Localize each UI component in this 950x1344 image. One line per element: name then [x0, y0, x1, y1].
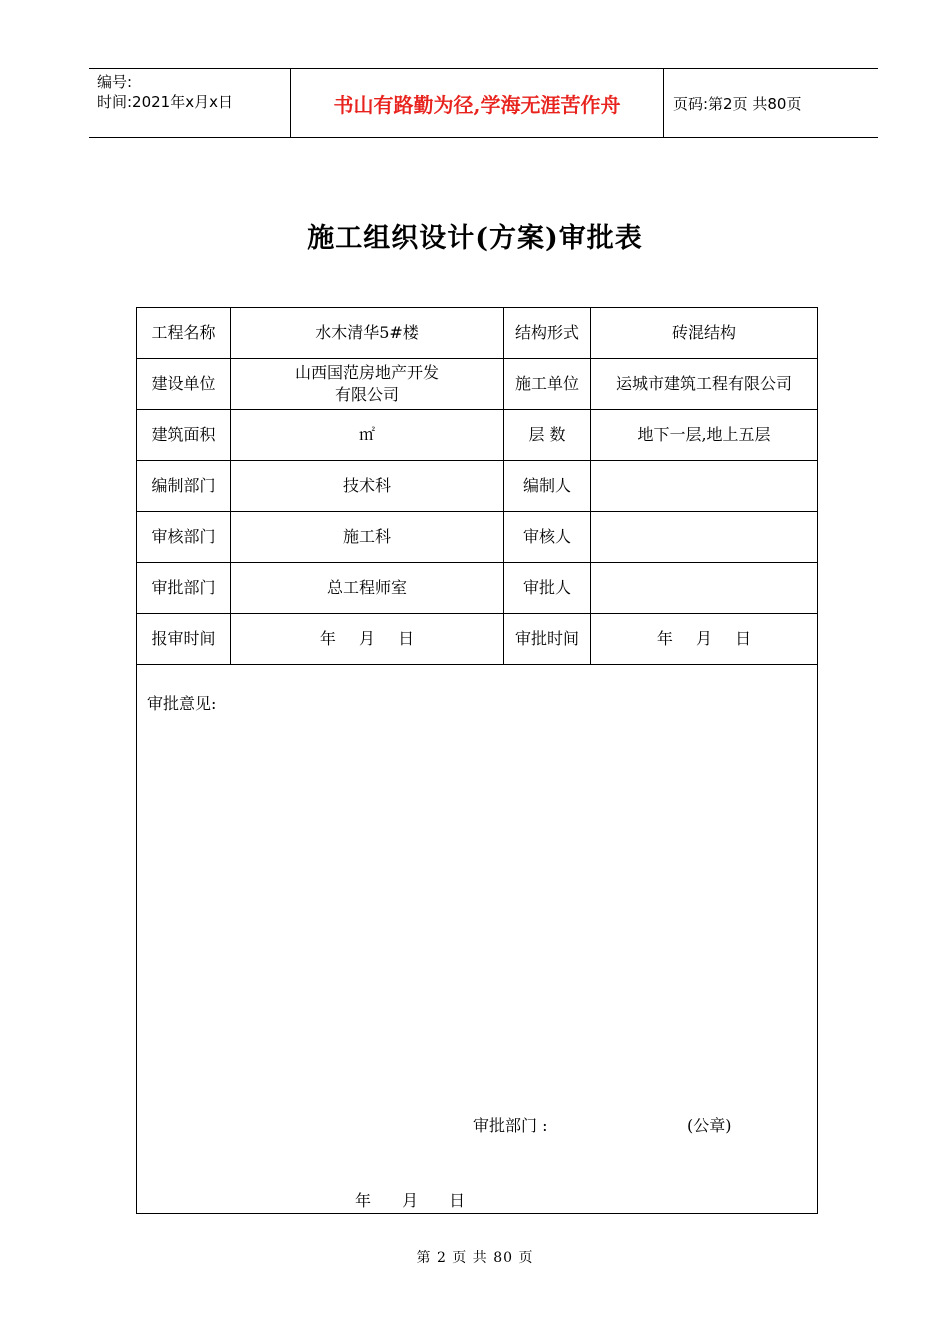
approval-opinion-label: 审批意见: — [147, 694, 217, 713]
value-developer — [231, 359, 504, 410]
value-floors: 地下一层,地上五层 — [591, 410, 818, 461]
approval-opinion-date: 年 月 日 — [355, 1191, 466, 1210]
value-approval-dept: 总工程师室 — [231, 563, 504, 614]
approval-dept-signature-label: 审批部门 : — [473, 1116, 548, 1135]
label-review-dept: 审核部门 — [137, 512, 231, 563]
value-contractor: 运城市建筑工程有限公司 — [591, 359, 818, 410]
value-developer-line2: 有限公司 — [334, 385, 399, 404]
label-reviewer: 审核人 — [504, 512, 591, 563]
approval-form-table — [136, 307, 818, 1214]
table-row — [137, 410, 818, 461]
value-submit-date: 年 月 日 — [231, 614, 504, 665]
label-developer: 建设单位 — [137, 359, 231, 410]
label-project-name: 工程名称 — [137, 308, 231, 359]
value-project-name: 水木清华5#楼 — [231, 308, 504, 359]
approval-opinion-cell — [137, 665, 818, 1214]
value-approval-date: 年 月 日 — [591, 614, 818, 665]
value-developer-line1: 山西国范房地产开发 — [294, 363, 439, 382]
label-approval-dept: 审批部门 — [137, 563, 231, 614]
value-reviewer — [591, 512, 818, 563]
document-number-label: 编号: — [97, 73, 133, 91]
label-approver: 审批人 — [504, 563, 591, 614]
label-approval-date: 审批时间 — [504, 614, 591, 665]
official-seal-label: (公章) — [687, 1116, 732, 1135]
value-compiler — [591, 461, 818, 512]
table-row — [137, 359, 818, 410]
label-structure-type: 结构形式 — [504, 308, 591, 359]
value-review-dept: 施工科 — [231, 512, 504, 563]
table-row — [137, 563, 818, 614]
header-motto: 书山有路勤为径,学海无涯苦作舟 — [290, 69, 664, 137]
table-row — [137, 308, 818, 359]
value-compiling-dept: 技术科 — [231, 461, 504, 512]
label-compiling-dept: 编制部门 — [137, 461, 231, 512]
table-row — [137, 614, 818, 665]
value-approver — [591, 563, 818, 614]
page-footer: 第 2 页 共 80 页 — [416, 1250, 534, 1266]
header-meta — [89, 69, 290, 137]
value-structure-type: 砖混结构 — [591, 308, 818, 359]
label-submit-date: 报审时间 — [137, 614, 231, 665]
label-contractor: 施工单位 — [504, 359, 591, 410]
table-row — [137, 665, 818, 1214]
table-row — [137, 512, 818, 563]
document-time-label: 时间:2021年x月x日 — [97, 93, 233, 111]
label-floor-area: 建筑面积 — [137, 410, 231, 461]
page-header — [89, 68, 878, 138]
document-title: 施工组织设计(方案)审批表 — [307, 223, 643, 254]
label-compiler: 编制人 — [504, 461, 591, 512]
table-row — [137, 461, 818, 512]
label-floors: 层 数 — [504, 410, 591, 461]
value-floor-area: ㎡ — [231, 410, 504, 461]
header-page-info: 页码:第2页 共80页 — [673, 94, 802, 113]
